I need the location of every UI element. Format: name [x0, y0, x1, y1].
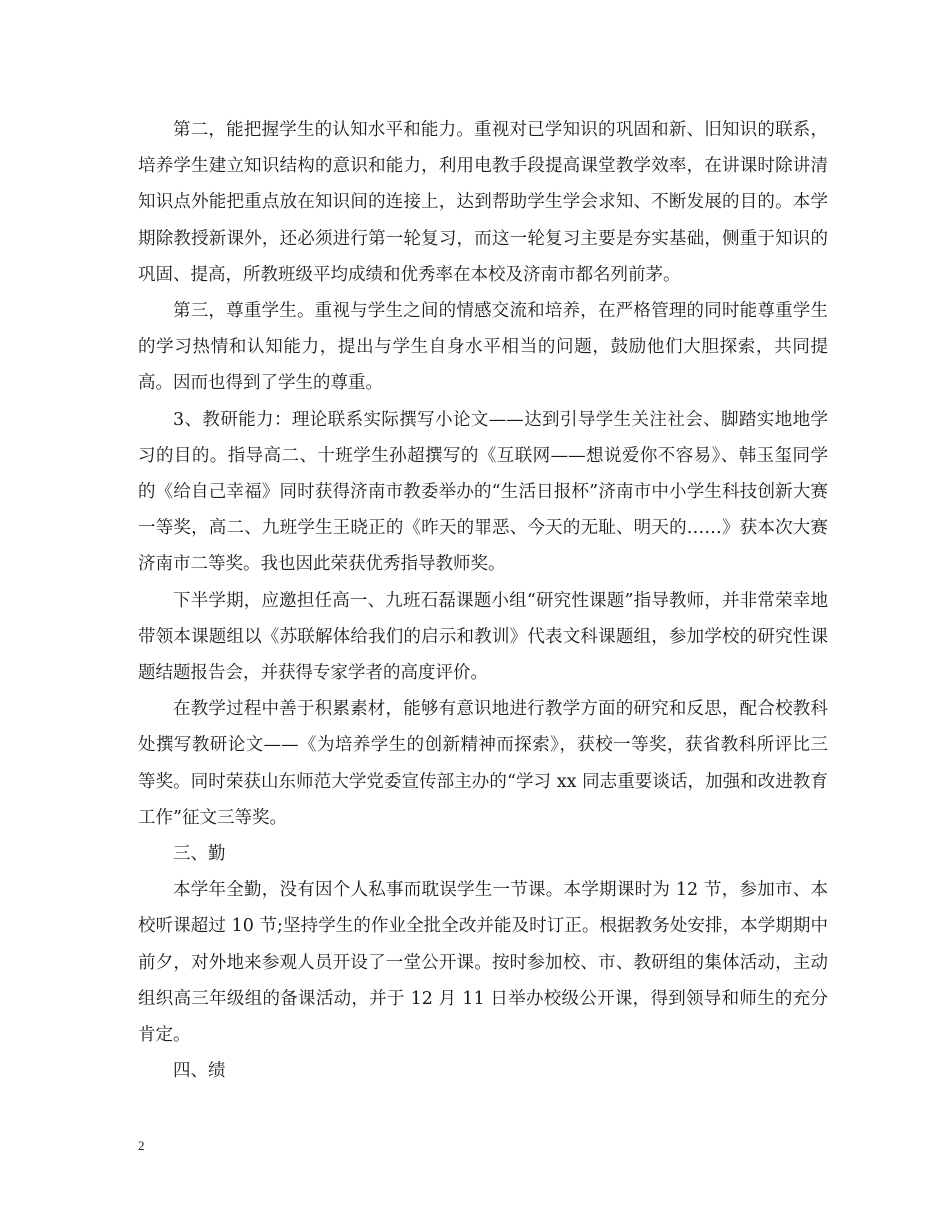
paragraph-second-point: 第二，能把握学生的认知水平和能力。重视对已学知识的巩固和新、旧知识的联系，培养学生建立知识结构的意识和能力，利用电教手段提高课堂教学效率，在讲课时除讲清知识点外能把重点放在知识间的连接上，达到帮助学生学会求知、不断发展的目的。本学期除教授新课外，还必须进行第一轮复习，而这一轮复习主要是夯实基础，侧重于知识的巩固、提高，所教班级平均成绩和优秀率在本校及济南市都名列前茅。 [138, 120, 828, 285]
page-number: 2 [138, 1138, 145, 1153]
paragraph-third-point: 第三，尊重学生。重视与学生之间的情感交流和培养，在严格管理的同时能尊重学生的学习热情和认知能力，提出与学生自身水平相当的问题，鼓励他们大胆探索，共同提高。因而也得到了学生的尊重。 [138, 301, 828, 394]
paragraph-second-semester: 下半学期，应邀担任高一、九班石磊课题小组“研究性课题”指导教师，并非常荣幸地带领本课题组以《苏联解体给我们的启示和教训》代表文科课题组，参加学校的研究性课题结题报告会，并获得专家学者的高度评价。 [138, 590, 828, 684]
paragraph-research-ability: 3、教研能力：理论联系实际撰写小论文——达到引导学生关注社会、脚踏实地地学习的目的。指导高二、十班学生孙超撰写的《互联网——想说爱你不容易》、韩玉玺同学的《给自己幸福》同时获得济南市教委举办的“生活日报杯”济南市中小学生科技创新大赛一等奖，高二、九班学生王晓正的《昨天的罪恶、今天的无耻、明天的……》获本次大赛济南市二等奖。我也因此荣获优秀指导教师奖。 [138, 409, 828, 575]
paragraph-attendance: 本学年全勤，没有因个人私事而耽误学生一节课。本学期课时为 12 节，参加市、本校听课超过 10 节;坚持学生的作业全批全改并能及时订正。根据教务处安排，本学期期中前夕，对外地来参观人员开设了一堂公开课。按时参加校、市、教研组的集体活动，主动组织高三年级组的备课活动，并于 12 月 11 日举办校级公开课，得到领导和师生的充分肯定。 [138, 880, 828, 1046]
section-heading-diligence: 三、勤 [173, 844, 226, 865]
body-text [138, 112, 828, 1089]
section-heading-achievement: 四、绩 [173, 1061, 226, 1082]
paragraph-teaching-reflection: 在教学过程中善于积累素材，能够有意识地进行教学方面的研究和反思，配合校教科处撰写教研论文——《为培养学生的创新精神而探索》，获校一等奖，获省教科所评比三等奖。同时荣获山东师范大学党委宣传部主办的“学习 xx 同志重要谈话，加强和改进教育工作”征文三等奖。 [138, 699, 828, 828]
